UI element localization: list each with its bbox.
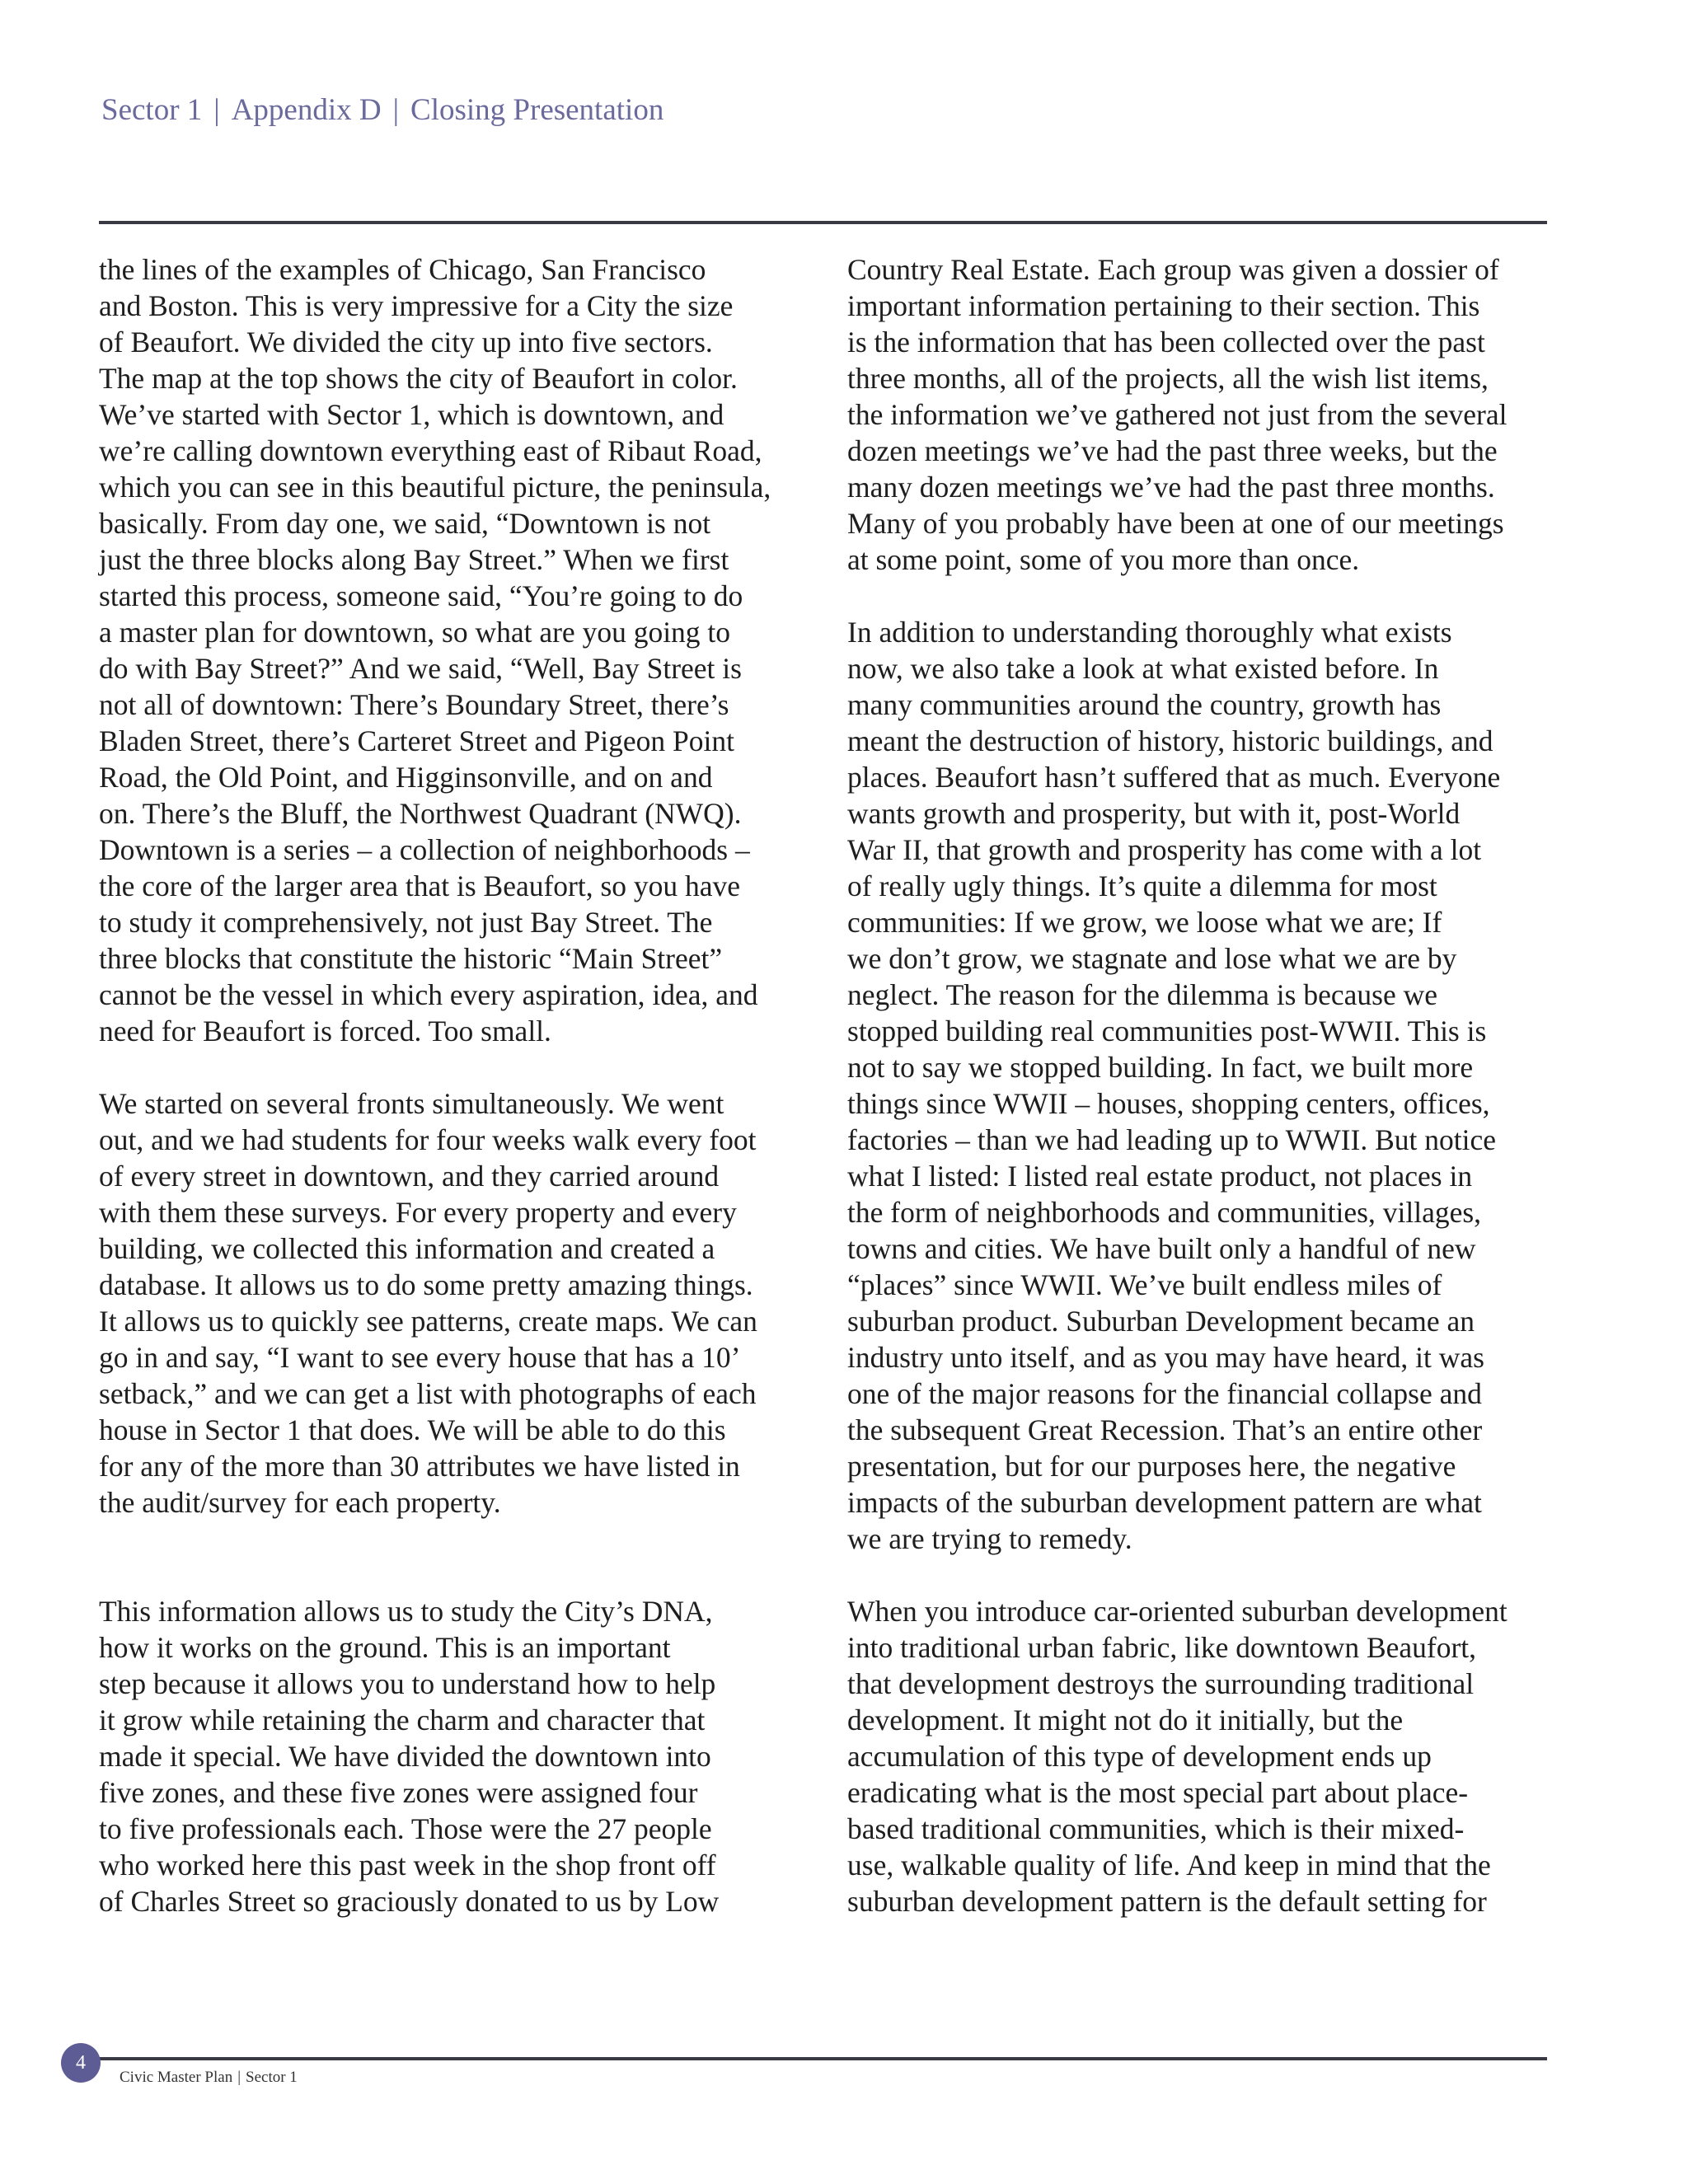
text-line: many dozen meetings we’ve had the past three months. xyxy=(847,471,1495,504)
right-column xyxy=(847,251,1556,1919)
text-line: neglect. The reason for the dilemma is because we xyxy=(847,978,1437,1011)
header-section-title: Closing Presentation xyxy=(410,93,664,127)
text-line: communities: If we grow, we loose what we are; If xyxy=(847,906,1442,939)
text-line: use, walkable quality of life. And keep in mind that the xyxy=(847,1849,1491,1882)
header-separator: | xyxy=(392,93,400,127)
text-line: towns and cities. We have built only a handful of new xyxy=(847,1232,1476,1265)
text-line: not all of downtown: There’s Boundary Street, there’s xyxy=(99,688,729,721)
text-line: stopped building real communities post-WWII. This is xyxy=(847,1015,1487,1047)
text-line: factories – than we had leading up to WWII. But notice xyxy=(847,1123,1496,1156)
text-line: need for Beaufort is forced. Too small. xyxy=(99,1015,551,1047)
text-line: things since WWII – houses, shopping centers, offices, xyxy=(847,1087,1490,1120)
text-line: a master plan for downtown, so what are you going to xyxy=(99,616,731,649)
page-number: 4 xyxy=(76,2051,86,2074)
text-line: who worked here this past week in the shop front off xyxy=(99,1849,716,1882)
footer-separator: | xyxy=(237,2069,241,2086)
text-line: that development destroys the surrounding traditional xyxy=(847,1667,1475,1700)
text-line: based traditional communities, which is their mixed- xyxy=(847,1812,1465,1845)
text-line: dozen meetings we’ve had the past three weeks, but the xyxy=(847,434,1498,467)
text-line: the lines of the examples of Chicago, San Francisco xyxy=(99,253,706,286)
text-line: and Boston. This is very impressive for a City the size xyxy=(99,289,734,322)
paragraph xyxy=(99,1085,804,1521)
header-sector: Sector 1 xyxy=(101,93,203,127)
text-line: It allows us to quickly see patterns, create maps. We can xyxy=(99,1305,757,1338)
text-line: database. It allows us to do some pretty amazing things. xyxy=(99,1268,753,1301)
text-line: which you can see in this beautiful picture, the peninsula, xyxy=(99,471,771,504)
text-line: of Beaufort. We divided the city up into five sectors. xyxy=(99,326,713,359)
text-line: is the information that has been collected over the past xyxy=(847,326,1485,359)
text-line: to five professionals each. Those were the 27 people xyxy=(99,1812,712,1845)
text-line: now, we also take a look at what existed before. In xyxy=(847,652,1439,685)
footer-divider xyxy=(99,2057,1547,2060)
text-line: wants growth and prosperity, but with it, post-World xyxy=(847,797,1461,830)
text-line: on. There’s the Bluff, the Northwest Quadrant (NWQ). xyxy=(99,797,742,830)
text-line: “places” since WWII. We’ve built endless miles of xyxy=(847,1268,1442,1301)
text-line: five zones, and these five zones were assigned four xyxy=(99,1776,698,1809)
text-line: it grow while retaining the charm and character that xyxy=(99,1704,706,1736)
text-line: Road, the Old Point, and Higginsonville, and on and xyxy=(99,761,713,794)
text-line: eradicating what is the most special part about place- xyxy=(847,1776,1469,1809)
paragraph xyxy=(847,1593,1556,1919)
paragraph xyxy=(99,251,804,1049)
text-line: three blocks that constitute the historic “Main Street” xyxy=(99,942,723,975)
text-line: basically. From day one, we said, “Downtown is not xyxy=(99,507,711,540)
text-line: out, and we had students for four weeks walk every foot xyxy=(99,1123,757,1156)
text-line: suburban development pattern is the default setting for xyxy=(847,1885,1487,1918)
text-line: suburban product. Suburban Development became an xyxy=(847,1305,1475,1338)
text-line: we’re calling downtown everything east of Ribaut Road, xyxy=(99,434,762,467)
text-line: Downtown is a series – a collection of neighborhoods – xyxy=(99,833,750,866)
text-line: War II, that growth and prosperity has come with a lot xyxy=(847,833,1482,866)
text-line: to study it comprehensively, not just Bay Street. The xyxy=(99,906,713,939)
text-line: presentation, but for our purposes here, the negative xyxy=(847,1450,1456,1483)
text-line: just the three blocks along Bay Street.” When we first xyxy=(99,543,729,576)
text-line: This information allows us to study the City’s DNA, xyxy=(99,1595,713,1628)
text-line: made it special. We have divided the downtown into xyxy=(99,1740,711,1773)
text-line: Many of you probably have been at one of our meetings xyxy=(847,507,1504,540)
text-line: into traditional urban fabric, like downtown Beaufort, xyxy=(847,1631,1477,1664)
text-line: meant the destruction of history, historic buildings, and xyxy=(847,724,1493,757)
paragraph xyxy=(99,1593,804,1919)
page-number-badge xyxy=(61,2043,101,2083)
text-line: We started on several fronts simultaneously. We went xyxy=(99,1087,724,1120)
text-line: building, we collected this information and created a xyxy=(99,1232,715,1265)
text-line: of every street in downtown, and they carried around xyxy=(99,1160,720,1193)
text-line: go in and say, “I want to see every house that has a 10’ xyxy=(99,1341,741,1374)
text-line: We’ve started with Sector 1, which is downtown, and xyxy=(99,398,724,431)
header-divider xyxy=(99,221,1547,224)
text-line: how it works on the ground. This is an important xyxy=(99,1631,671,1664)
text-line: many communities around the country, growth has xyxy=(847,688,1442,721)
footer-section: Sector 1 xyxy=(246,2069,298,2086)
text-line: what I listed: I listed real estate product, not places in xyxy=(847,1160,1473,1193)
text-line: step because it allows you to understand how to help xyxy=(99,1667,716,1700)
text-line: three months, all of the projects, all the wish list items, xyxy=(847,362,1489,395)
text-line: The map at the top shows the city of Beaufort in color. xyxy=(99,362,738,395)
text-line: the form of neighborhoods and communities, villages, xyxy=(847,1196,1482,1229)
text-line: the core of the larger area that is Beaufort, so you have xyxy=(99,869,741,902)
text-line: In addition to understanding thoroughly what exists xyxy=(847,616,1452,649)
paragraph xyxy=(847,251,1556,578)
text-line: When you introduce car-oriented suburban development xyxy=(847,1595,1507,1628)
text-line: we are trying to remedy. xyxy=(847,1522,1132,1555)
text-line: for any of the more than 30 attributes we have listed in xyxy=(99,1450,740,1483)
header-separator: | xyxy=(213,93,220,127)
text-line: at some point, some of you more than once. xyxy=(847,543,1360,576)
text-line: cannot be the vessel in which every aspiration, idea, and xyxy=(99,978,758,1011)
text-line: important information pertaining to their section. This xyxy=(847,289,1480,322)
text-line: the audit/survey for each property. xyxy=(99,1486,501,1519)
text-line: started this process, someone said, “You’re going to do xyxy=(99,579,743,612)
text-line: of really ugly things. It’s quite a dilemma for most xyxy=(847,869,1437,902)
header-appendix: Appendix D xyxy=(231,93,382,127)
footer-doc-title: Civic Master Plan xyxy=(120,2069,233,2086)
text-line: not to say we stopped building. In fact, we built more xyxy=(847,1051,1474,1084)
text-line: impacts of the suburban development pattern are what xyxy=(847,1486,1482,1519)
text-line: industry unto itself, and as you may have heard, it was xyxy=(847,1341,1484,1374)
text-line: Country Real Estate. Each group was given a dossier of xyxy=(847,253,1499,286)
text-line: places. Beaufort hasn’t suffered that as much. Everyone xyxy=(847,761,1501,794)
running-header xyxy=(101,92,663,128)
text-line: accumulation of this type of development ends up xyxy=(847,1740,1432,1773)
text-line: house in Sector 1 that does. We will be able to do this xyxy=(99,1413,726,1446)
text-line: the subsequent Great Recession. That’s an entire other xyxy=(847,1413,1483,1446)
running-footer xyxy=(120,2069,298,2087)
text-line: one of the major reasons for the financial collapse and xyxy=(847,1377,1482,1410)
paragraph xyxy=(847,614,1556,1557)
text-line: with them these surveys. For every property and every xyxy=(99,1196,737,1229)
text-line: Bladen Street, there’s Carteret Street and Pigeon Point xyxy=(99,724,734,757)
text-line: of Charles Street so graciously donated to us by Low xyxy=(99,1885,720,1918)
text-line: we don’t grow, we stagnate and lose what we are by xyxy=(847,942,1457,975)
text-line: setback,” and we can get a list with photographs of each xyxy=(99,1377,757,1410)
text-line: development. It might not do it initially, but the xyxy=(847,1704,1404,1736)
text-line: do with Bay Street?” And we said, “Well, Bay Street is xyxy=(99,652,742,685)
left-column xyxy=(99,251,804,1919)
text-line: the information we’ve gathered not just from the several xyxy=(847,398,1507,431)
